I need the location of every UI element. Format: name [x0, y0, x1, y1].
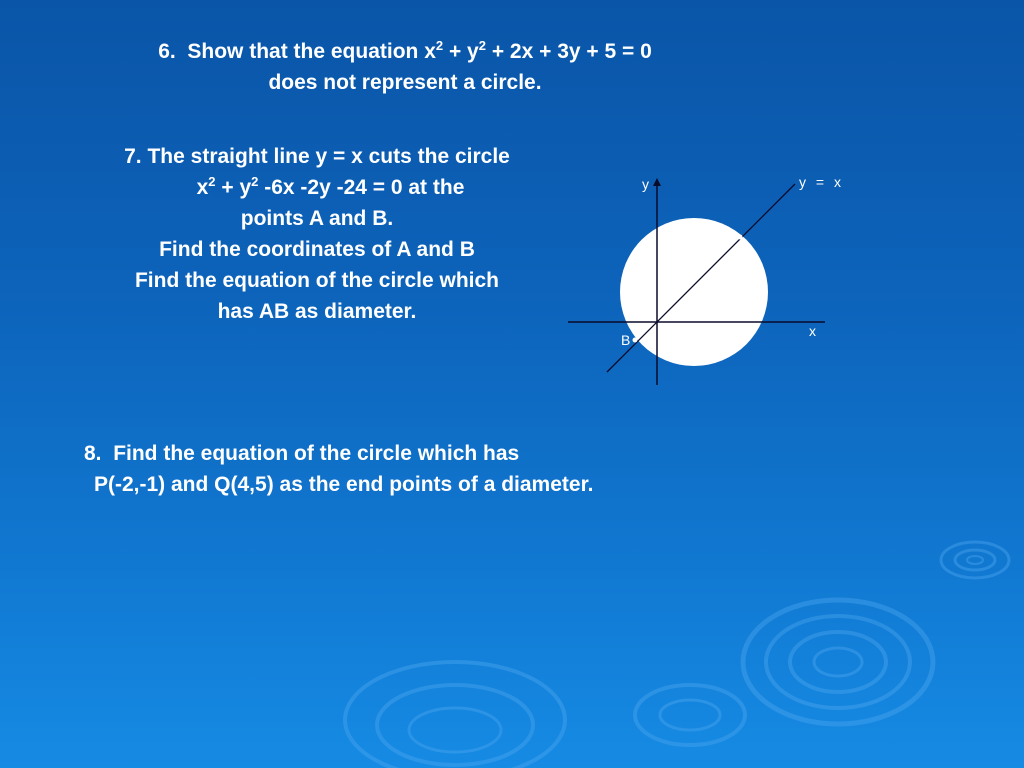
x-axis-label: x — [809, 323, 816, 339]
question-7-line-3: points A and B. — [240, 207, 394, 230]
question-7-line-1: 7. The straight line y = x cuts the circle — [124, 145, 510, 168]
question-7 — [62, 141, 572, 327]
point-a — [738, 235, 743, 240]
question-6-line-1: 6. Show that the equation $x^2 + y^2 + 2x + 3y + 5 = 0$ — [158, 38, 652, 63]
question-7-line-2: $x^2 + y^2$ -6x -2y -24 = 0 at the — [196, 174, 465, 199]
question-7-line-5: Find the equation of the circle which — [134, 269, 500, 292]
question-6 — [60, 36, 750, 98]
question-6-line-2: does not represent a circle. — [268, 71, 542, 94]
question-8-line-2: P(-2,-1) and Q(4,5) as the end points of a diameter. — [94, 473, 594, 496]
y-axis-label: y — [642, 176, 649, 192]
question-8 — [84, 438, 764, 500]
point-b-label: B — [621, 332, 631, 348]
y-axis-arrow — [653, 178, 661, 186]
point-b — [633, 338, 638, 343]
question-7-line-4: Find the coordinates of A and B — [159, 238, 475, 261]
question-8-line-1: 8. Find the equation of the circle which has — [84, 442, 520, 465]
circle-diagram — [560, 170, 860, 395]
question-7-line-6: has AB as diameter. — [217, 300, 417, 323]
line-label: y = x — [799, 174, 844, 190]
circle — [620, 218, 768, 366]
